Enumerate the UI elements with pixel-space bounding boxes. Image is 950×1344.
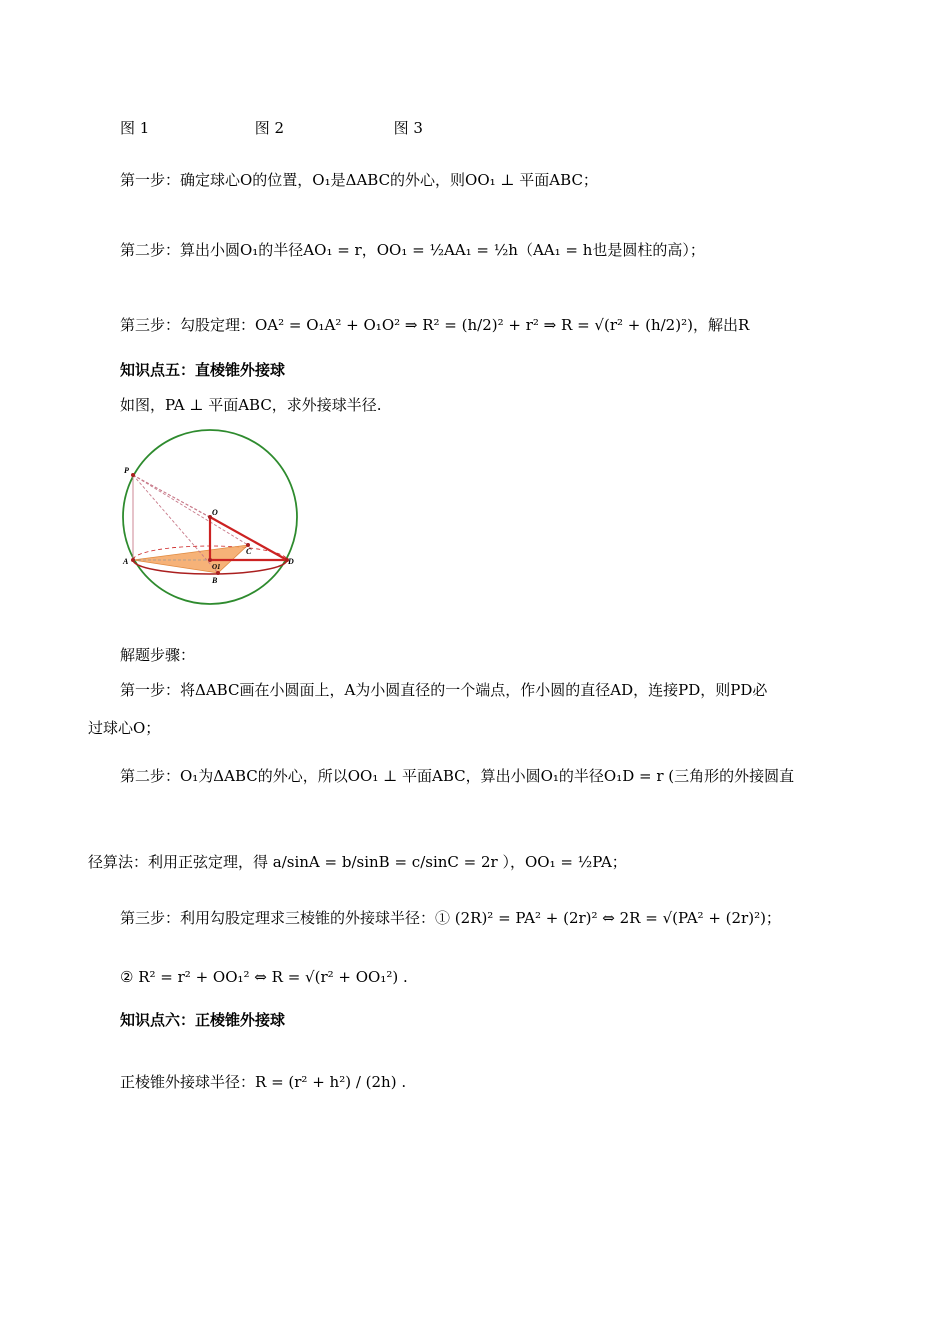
point-label-c: C [246, 547, 252, 556]
figure-label-1: 图 1 [120, 119, 150, 137]
cylinder-step-3: 第三步：勾股定理：OA² = O₁A² + O₁O² ⇒ R² = (h/2)² + r² ⇒ R = √(r² + (h/2)²)，解出R [120, 316, 750, 334]
section5-intro: 如图，PA ⊥ 平面ABC，求外接球半径. [120, 396, 382, 414]
section5-step-2b: 径算法：利用正弦定理，得 a/sinA = b/sinB = c/sinC = 2r ），OO₁ = ½PA； [88, 853, 627, 871]
edge-pc [133, 475, 248, 545]
point-b-dot [216, 571, 220, 575]
section6-title: 知识点六：正棱锥外接球 [120, 1011, 286, 1029]
point-label-b: B [212, 576, 218, 585]
section6-formula: 正棱锥外接球半径：R = (r² + h²) / (2h) . [120, 1073, 407, 1091]
section5-step-1a: 第一步：将ΔABC画在小圆面上，A为小圆直径的一个端点，作小圆的直径AD，连接PD，则PD必 [120, 681, 768, 699]
section5-step-1b: 过球心O； [88, 719, 161, 737]
figure-label-3: 图 3 [393, 119, 423, 137]
point-label-d: D [288, 557, 294, 566]
section5-step-3a: 第三步：利用勾股定理求三棱锥的外接球半径：① (2R)² = PA² + (2r)² ⇔ 2R = √(PA² + (2r)²)； [120, 909, 781, 927]
section5-step-3b: ② R² = r² + OO₁² ⇔ R = √(r² + OO₁²) . [120, 968, 408, 986]
point-a-dot [131, 558, 135, 562]
edge-po [133, 475, 210, 517]
section5-title: 知识点五：直棱锥外接球 [120, 361, 286, 379]
figure-label-2: 图 2 [254, 119, 285, 137]
cylinder-step-1: 第一步：确定球心O的位置，O₁是ΔABC的外心，则OO₁ ⊥ 平面ABC； [120, 171, 598, 189]
cylinder-step-2: 第二步：算出小圆O₁的半径AO₁ = r，OO₁ = ½AA₁ = ½h（AA₁ = h也是圆柱的高）； [120, 241, 705, 259]
point-label-p: P [124, 466, 129, 475]
pyramid-sphere-figure [118, 425, 303, 610]
point-o1-dot [208, 558, 212, 562]
point-label-o: O [212, 508, 218, 517]
figure-labels [120, 118, 423, 138]
section5-step-2a: 第二步：O₁为ΔABC的外心，所以OO₁ ⊥ 平面ABC，算出小圆O₁的半径O₁D = r (三角形的外接圆直 [120, 767, 795, 785]
solve-title: 解题步骤： [120, 646, 196, 664]
point-label-a: A [123, 557, 129, 566]
point-p-dot [131, 473, 135, 477]
point-label-o1: O1 [212, 563, 221, 571]
